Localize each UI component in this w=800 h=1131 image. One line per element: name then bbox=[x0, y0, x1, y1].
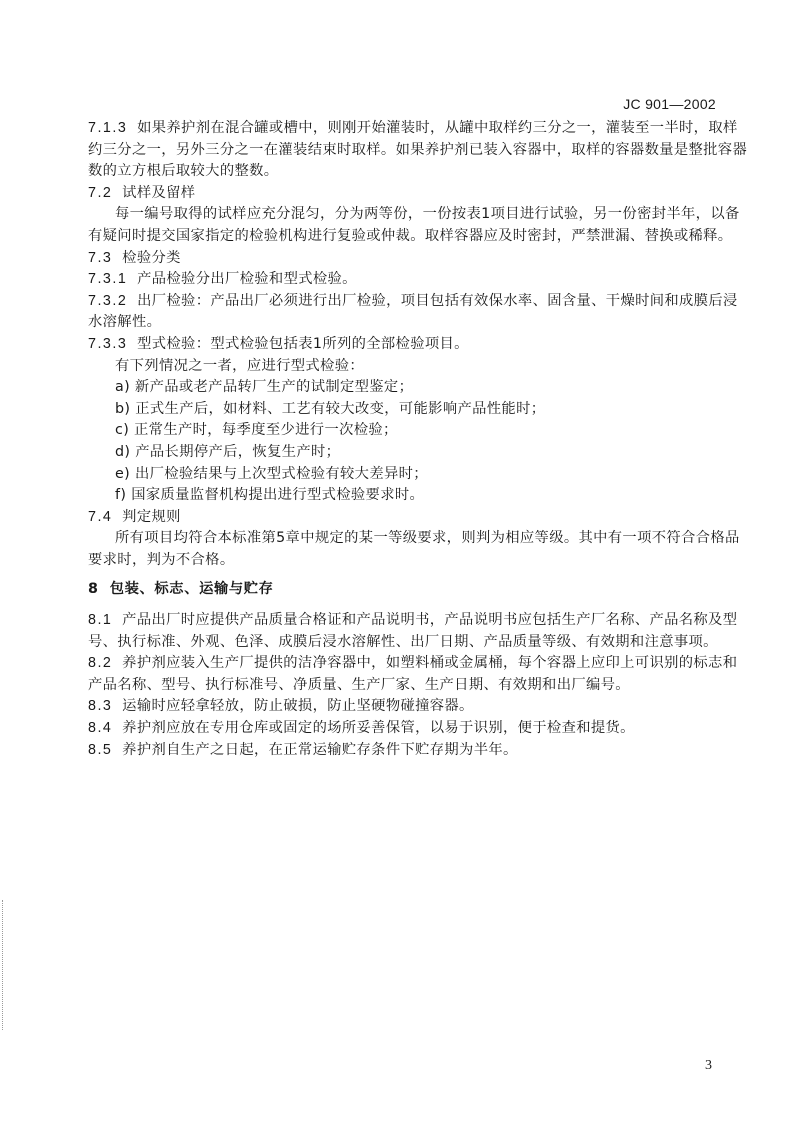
paragraph-line: 每一编号取得的试样应充分混匀，分为两等份，一份按表1项目进行试验，另一份密封半年，以备 bbox=[115, 206, 740, 223]
scan-edge-mark bbox=[2, 900, 5, 1030]
paragraph-line: 产品名称、型号、执行标准号、净质量、生产厂家、生产日期、有效期和出厂编号。 bbox=[88, 676, 630, 693]
clause-text: 养护剂应装入生产厂提供的洁净容器中，如塑料桶或金属桶，每个容器上应印上可识别的标志和 bbox=[122, 655, 738, 672]
clause-text: 养护剂自生产之日起，在正常运输贮存条件下贮存期为半年。 bbox=[122, 741, 518, 758]
chapter-title: 包装、标志、运输与贮存 bbox=[109, 581, 274, 598]
clause-text: 型式检验：型式检验包括表1所列的全部检验项目。 bbox=[137, 335, 469, 352]
clause-8-4 bbox=[88, 718, 718, 740]
list-item: a) 新产品或老产品转厂生产的试制定型鉴定； bbox=[115, 379, 414, 396]
paragraph-line: 要求时，判为不合格。 bbox=[88, 551, 235, 568]
clause-7-3-1 bbox=[88, 269, 718, 291]
list-item: d) 产品长期停产后，恢复生产时； bbox=[115, 443, 341, 460]
clause-number: 7.3.3 bbox=[88, 335, 128, 352]
clause-number: 8.5 bbox=[88, 741, 113, 758]
paragraph-line: 有疑问时提交国家指定的检验机构进行复验或仲裁。取样容器应及时密封，严禁泄漏、替换或稀释。 bbox=[88, 227, 733, 244]
clause-text: 产品检验分出厂检验和型式检验。 bbox=[137, 271, 357, 288]
standard-code: JC 901—2002 bbox=[623, 96, 716, 112]
clause-number: 7.3.2 bbox=[88, 292, 128, 309]
clause-number: 7.1.3 bbox=[88, 120, 128, 136]
clause-number: 7.3 bbox=[88, 249, 113, 266]
list-item: b) 正式生产后，如材料、工艺有较大改变，可能影响产品性能时； bbox=[115, 400, 546, 417]
body-text bbox=[88, 118, 748, 761]
list-item: c) 正常生产时，每季度至少进行一次检验； bbox=[115, 422, 398, 439]
clause-text: 养护剂应放在专用仓库或固定的场所妥善保管，以易于识别，便于检查和提货。 bbox=[122, 720, 635, 737]
clause-text: 如果养护剂在混合罐或槽中，则刚开始灌装时，从罐中取样约三分之一，灌装至一半时，取样 bbox=[137, 120, 738, 136]
paragraph-line: 数的立方根后取较大的整数。 bbox=[88, 163, 279, 180]
paragraph-line: 约三分之一，另外三分之一在灌装结束时取样。如果养护剂已装入容器中，取样的容器数量是整批容器 bbox=[88, 141, 748, 158]
clause-number: 8.2 bbox=[88, 655, 113, 672]
clause-number: 8.1 bbox=[88, 612, 113, 629]
paragraph-line: 号、执行标准、外观、色泽、成膜后浸水溶解性、出厂日期、产品质量等级、有效期和注意事项。 bbox=[88, 633, 718, 650]
clause-text: 产品出厂时应提供产品质量合格证和产品说明书，产品说明书应包括生产厂名称、产品名称及型 bbox=[122, 612, 738, 629]
chapter-number: 8 bbox=[88, 581, 99, 598]
clause-7-3-2 bbox=[88, 291, 738, 313]
clause-heading: 检验分类 bbox=[122, 249, 181, 266]
clause-number: 7.2 bbox=[88, 184, 113, 201]
clause-7-2 bbox=[88, 183, 718, 205]
clause-8-5 bbox=[88, 740, 718, 762]
clause-8-1 bbox=[88, 610, 738, 632]
list-item: f) 国家质量监督机构提出进行型式检验要求时。 bbox=[115, 487, 425, 504]
clause-number: 8.4 bbox=[88, 720, 113, 737]
chapter-8-heading bbox=[88, 579, 718, 601]
clause-heading: 判定规则 bbox=[122, 508, 181, 525]
clause-7-3 bbox=[88, 248, 718, 270]
clause-7-4 bbox=[88, 507, 718, 529]
clause-7-1-3 bbox=[88, 118, 738, 140]
clause-text: 出厂检验：产品出厂必须进行出厂检验，项目包括有效保水率、固含量、干燥时间和成膜后浸 bbox=[137, 292, 738, 309]
paragraph-line: 有下列情况之一者，应进行型式检验： bbox=[115, 357, 364, 374]
clause-text: 运输时应轻拿轻放，防止破损，防止坚硬物碰撞容器。 bbox=[122, 698, 474, 715]
clause-number: 7.3.1 bbox=[88, 271, 128, 288]
page-number: 3 bbox=[705, 1058, 712, 1073]
paragraph-line: 所有项目均符合本标准第5章中规定的某一等级要求，则判为相应等级。其中有一项不符合合格品 bbox=[115, 530, 740, 547]
clause-number: 7.4 bbox=[88, 508, 113, 525]
paragraph-line: 水溶解性。 bbox=[88, 314, 162, 331]
clause-8-2 bbox=[88, 653, 738, 675]
clause-heading: 试样及留样 bbox=[122, 184, 196, 201]
clause-8-3 bbox=[88, 696, 718, 718]
list-item: e) 出厂检验结果与上次型式检验有较大差异时； bbox=[115, 465, 428, 482]
clause-7-3-3 bbox=[88, 334, 718, 356]
clause-number: 8.3 bbox=[88, 698, 113, 715]
